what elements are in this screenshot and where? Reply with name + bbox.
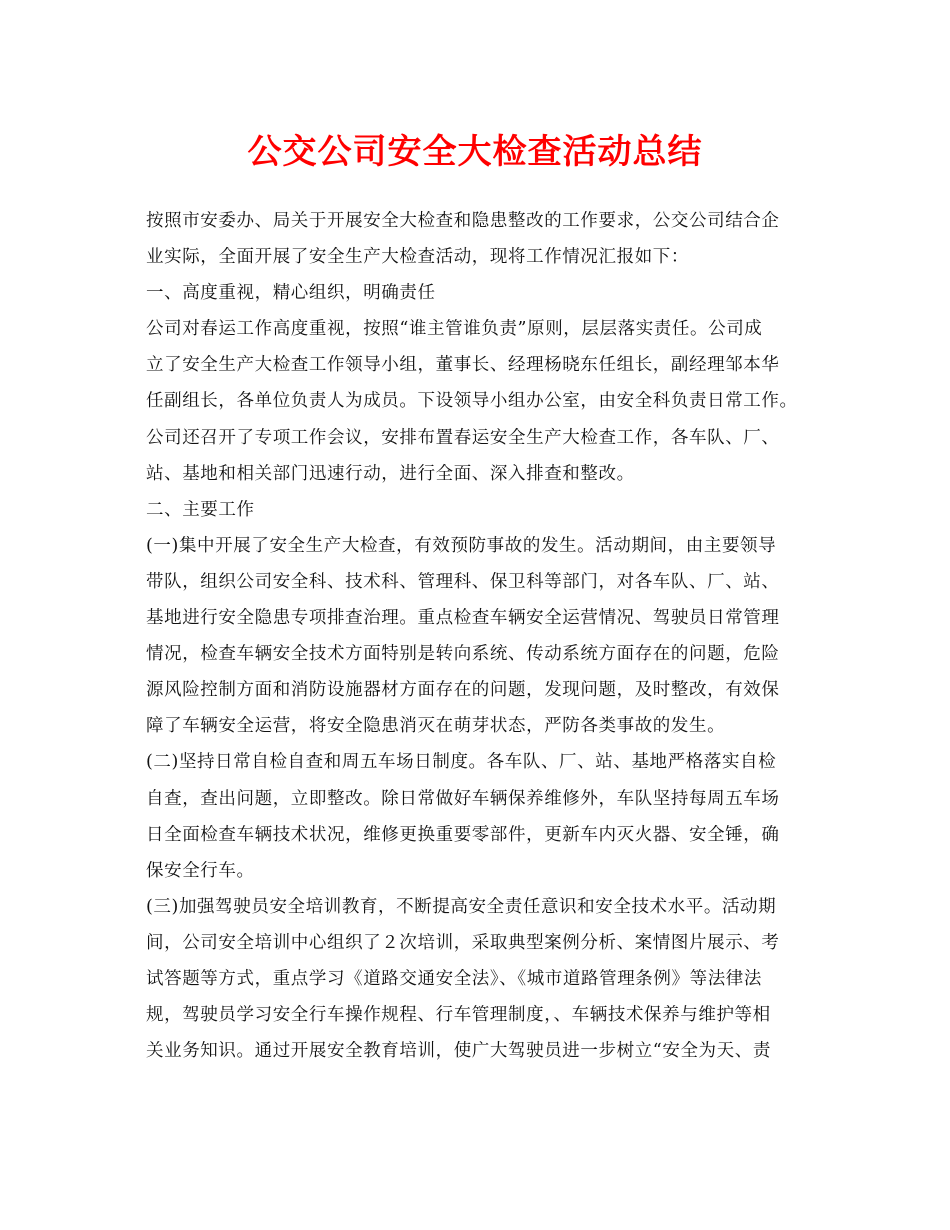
body-text-line: 间，公司安全培训中心组织了２次培训，采取典型案例分析、案情图片展示、考 bbox=[146, 932, 780, 953]
body-text-line: 障了车辆安全运营，将安全隐患消灭在萌芽状态，严防各类事故的发生。 bbox=[146, 716, 726, 737]
body-text-line: 立了安全生产大检查工作领导小组，董事长、经理杨晓东任组长，副经理邹本华 bbox=[146, 355, 780, 376]
body-text-line: 一、高度重视，精心组织，明确责任 bbox=[146, 283, 436, 304]
body-text-line: (一)集中开展了安全生产大检查，有效预防事故的发生。活动期间，由主要领导 bbox=[146, 535, 777, 556]
body-text-line: 自查，查出问题，立即整改。除日常做好车辆保养维修外，车队坚持每周五车场 bbox=[146, 788, 780, 809]
body-text-line: 按照市安委办、局关于开展安全大检查和隐患整改的工作要求，公交公司结合企 bbox=[146, 211, 780, 231]
body-text-line: (二)坚持日常自检自查和周五车场日制度。各车队、厂、站、基地严格落实自检 bbox=[146, 752, 777, 773]
body-text-line: 日全面检查车辆技术状况，维修更换重要零部件，更新车内灭火器、安全锤，确 bbox=[146, 824, 780, 845]
body-text-line: 公司还召开了专项工作会议，安排布置春运安全生产大检查工作，各车队、厂、 bbox=[146, 427, 780, 448]
body-text-line: 基地进行安全隐患专项排查治理。重点检查车辆安全运营情况、驾驶员日常管理 bbox=[146, 608, 780, 629]
body-text-line: 带队，组织公司安全科、技术科、管理科、保卫科等部门，对各车队、厂、站、 bbox=[146, 571, 780, 592]
body-text-line: 业实际，全面开展了安全生产大检查活动，现将工作情况汇报如下： bbox=[146, 247, 689, 268]
body-text-line: 源风险控制方面和消防设施器材方面存在的问题，发现问题，及时整改，有效保 bbox=[146, 680, 780, 701]
document-title: 公交公司安全大检查活动总结 bbox=[247, 132, 703, 172]
body-text-line: 任副组长，各单位负责人为成员。下设领导小组办公室，由安全科负责日常工作。 bbox=[146, 391, 798, 412]
body-text-line: 关业务知识。通过开展安全教育培训，使广大驾驶员进一步树立“安全为天、责 bbox=[146, 1041, 771, 1062]
body-text-line: 保安全行车。 bbox=[146, 860, 255, 881]
body-text-line: 二、主要工作 bbox=[146, 499, 255, 520]
body-text-line: 情况，检查车辆安全技术方面特别是转向系统、传动系统方面存在的问题，危险 bbox=[146, 644, 780, 665]
document-body bbox=[146, 203, 808, 1069]
body-text-line: (三)加强驾驶员安全培训教育，不断提高安全责任意识和安全技术水平。活动期 bbox=[146, 896, 777, 917]
body-text-line: 规，驾驶员学习安全行车操作规程、行车管理制度，、车辆技术保养与维护等相 bbox=[146, 1005, 771, 1026]
body-text-line: 试答题等方式，重点学习《道路交通安全法》、《城市道路管理条例》等法律法 bbox=[146, 968, 762, 989]
body-text-line: 公司对春运工作高度重视，按照“谁主管谁负责”原则，层层落实责任。公司成 bbox=[146, 319, 763, 340]
body-text-line: 站、基地和相关部门迅速行动，进行全面、深入排查和整改。 bbox=[146, 463, 635, 484]
